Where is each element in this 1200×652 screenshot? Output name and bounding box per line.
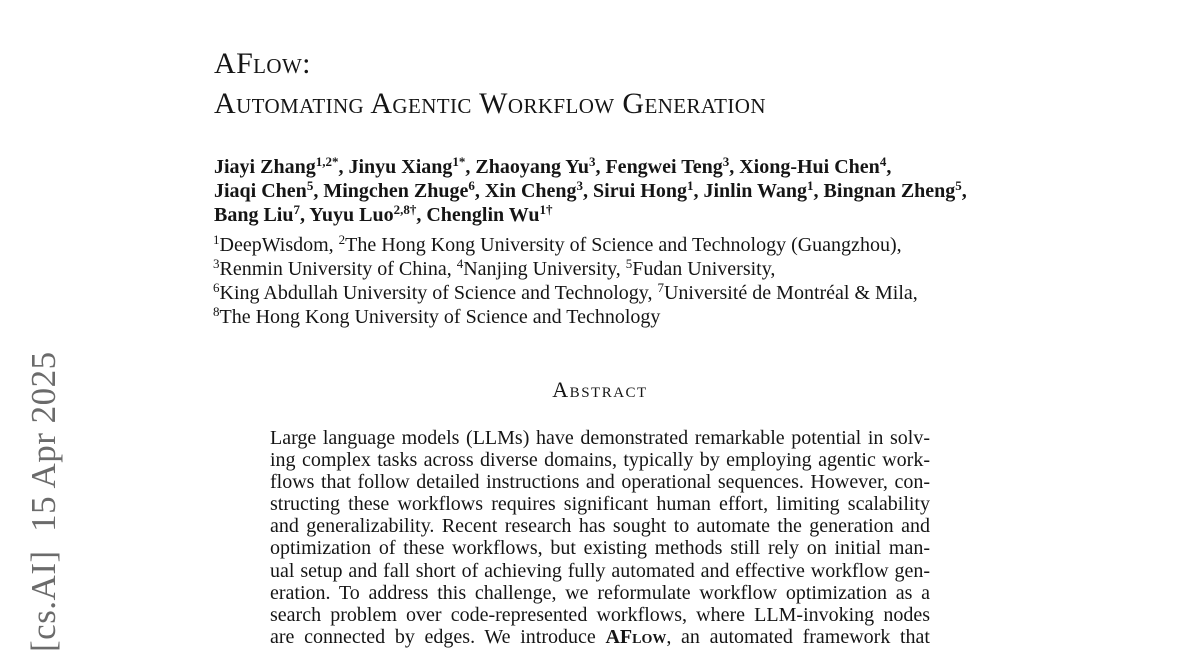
abstract-line: ing complex tasks across diverse domains, typically by employing agentic work- <box>270 449 930 472</box>
abstract-line: and generalizability. Recent research has sought to automate the generation and <box>270 515 930 538</box>
affiliation-text: The Hong Kong University of Science and Technology <box>219 306 661 328</box>
author-superscript: 1* <box>452 154 466 169</box>
affiliation <box>213 258 457 280</box>
author <box>824 180 967 202</box>
abstract-body <box>270 427 930 648</box>
author <box>323 180 485 202</box>
affiliation-superscript: 1 <box>213 232 220 247</box>
author-name: Jiaqi Chen <box>214 180 307 202</box>
abstract-line: optimization of these workflows, but existing methods still rely on initial man- <box>270 537 930 560</box>
author-superscript: 3 <box>588 154 596 169</box>
author-line <box>214 203 967 227</box>
affiliation-line <box>213 257 918 281</box>
author-name: Chenglin Wu <box>426 204 540 226</box>
abstract-line-text: , an automated framework that <box>666 625 930 648</box>
affiliation-text: Université de Montréal & Mila, <box>663 282 918 304</box>
abstract-line: eration. To address this challenge, we reformulate workflow optimization as a <box>270 581 930 604</box>
affiliation <box>626 258 776 280</box>
affiliation-superscript: 4 <box>456 256 464 271</box>
abstract-line-text: are connected by edges. We introduce <box>270 625 606 648</box>
affiliation-superscript: 5 <box>625 256 633 271</box>
affiliation <box>457 258 626 280</box>
aflow-wordmark: AFlow <box>605 625 667 648</box>
affiliation-text: DeepWisdom, <box>219 234 339 256</box>
affiliation <box>339 234 902 256</box>
affiliation-list <box>213 233 918 329</box>
author-superscript: 1† <box>539 202 553 217</box>
paper-title <box>214 44 766 124</box>
author-name: Fengwei Teng <box>605 156 723 178</box>
author-name: Jinlin Wang <box>703 180 808 202</box>
affiliation <box>657 282 917 304</box>
affiliation <box>213 306 660 328</box>
affiliation-text: Fudan University, <box>632 258 776 280</box>
author <box>426 204 552 226</box>
author-separator: , <box>465 156 476 178</box>
author-name: Xin Cheng <box>484 180 577 202</box>
affiliation <box>213 282 657 304</box>
author-separator: , <box>299 204 310 226</box>
author-separator: , <box>416 204 427 226</box>
author <box>605 156 739 178</box>
author-superscript: 4 <box>879 154 887 169</box>
author-separator: , <box>583 180 594 202</box>
abstract-line: ual setup and fall short of achieving fully automated and effective workflow gen- <box>270 559 930 582</box>
author-superscript: 3 <box>576 178 584 193</box>
affiliation-superscript: 8 <box>213 304 220 319</box>
author-separator: , <box>595 156 606 178</box>
author <box>309 204 426 226</box>
author-separator: , <box>338 156 349 178</box>
author-separator: , <box>693 180 704 202</box>
author-separator: , <box>474 180 485 202</box>
author-separator: , <box>961 180 967 202</box>
author-name: Jinyu Xiang <box>348 156 453 178</box>
affiliation-line <box>213 233 918 257</box>
affiliation-text: The Hong Kong University of Science and Technology (Guangzhou), <box>345 234 902 256</box>
author-separator: , <box>813 180 824 202</box>
author-superscript: 1 <box>686 178 694 193</box>
affiliation-superscript: 6 <box>213 280 220 295</box>
author-name: Xiong-Hui Chen <box>739 156 880 178</box>
author-line <box>214 155 967 179</box>
author-separator: , <box>729 156 740 178</box>
author-superscript: 5 <box>306 178 314 193</box>
author-superscript: 2,8† <box>393 202 417 217</box>
author-list <box>214 155 967 227</box>
author-line <box>214 179 967 203</box>
affiliation-line <box>213 281 918 305</box>
author <box>593 180 703 202</box>
affiliation-line <box>213 305 918 329</box>
abstract-line: flows that follow detailed instructions and operational sequences. However, con- <box>270 471 930 494</box>
author-name: Mingchen Zhuge <box>323 180 469 202</box>
author <box>703 180 823 202</box>
abstract-heading: Abstract <box>552 377 648 402</box>
affiliation-text: Renmin University of China, <box>219 258 457 280</box>
abstract-line: structing these workflows requires significant human effort, limiting scalability <box>270 493 930 516</box>
author <box>739 156 891 178</box>
affiliation-text: Nanjing University, <box>463 258 626 280</box>
author-name: Bang Liu <box>214 204 294 226</box>
affiliation-superscript: 7 <box>657 280 664 295</box>
author <box>475 156 605 178</box>
author-separator: , <box>313 180 324 202</box>
affiliation-superscript: 2 <box>338 232 346 247</box>
author-name: Jiayi Zhang <box>214 156 316 178</box>
author-superscript: 1 <box>807 178 814 193</box>
arxiv-watermark: [cs.AI] 15 Apr 2025 <box>24 351 63 652</box>
abstract-line: search problem over code-represented workflows, where LLM-invoking nodes <box>270 603 930 626</box>
abstract-line <box>270 626 930 648</box>
author-name: Sirui Hong <box>593 180 687 202</box>
paper-title-line-1: AFlow: <box>214 47 311 80</box>
author <box>348 156 475 178</box>
author <box>214 204 309 226</box>
author-superscript: 6 <box>468 178 475 193</box>
author-name: Bingnan Zheng <box>823 180 956 202</box>
affiliation-superscript: 3 <box>213 256 220 271</box>
affiliation <box>213 234 339 256</box>
author-separator: , <box>886 156 892 178</box>
author-superscript: 5 <box>955 178 962 193</box>
paper-title-line-2: Automating Agentic Workflow Generation <box>214 87 766 120</box>
author-superscript: 7 <box>293 202 300 217</box>
author-superscript: 3 <box>722 154 730 169</box>
author <box>214 180 323 202</box>
author <box>214 156 348 178</box>
author-name: Yuyu Luo <box>309 204 394 226</box>
author-name: Zhaoyang Yu <box>475 156 589 178</box>
author-superscript: 1,2* <box>315 154 339 169</box>
author <box>485 180 593 202</box>
abstract-line: Large language models (LLMs) have demonstrated remarkable potential in solv- <box>270 427 930 449</box>
affiliation-text: King Abdullah University of Science and Technology, <box>219 282 658 304</box>
